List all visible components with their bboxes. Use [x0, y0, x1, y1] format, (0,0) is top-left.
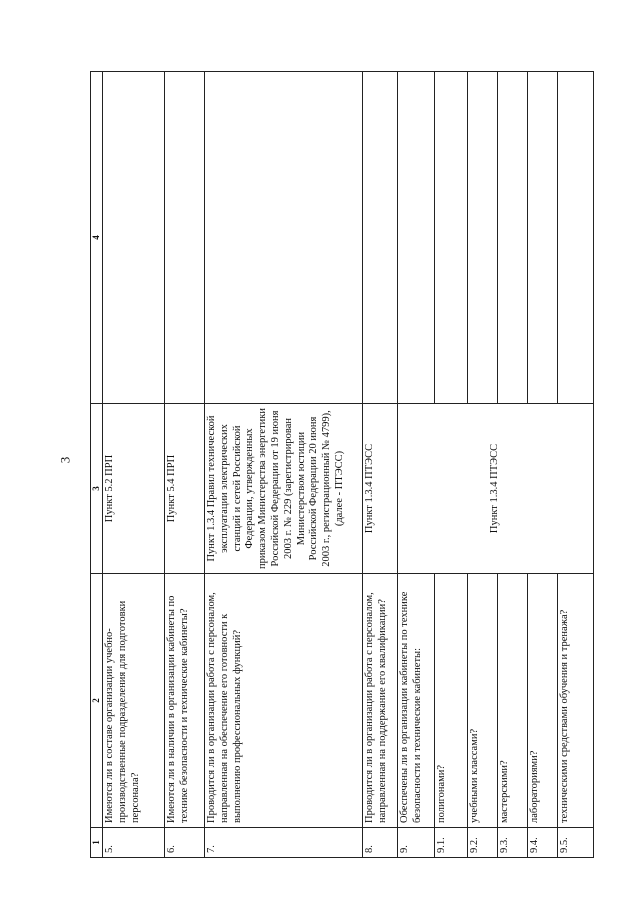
- row-question: Имеются ли в наличии в организации кабинеты по технике безопасности и технические кабинеты?: [164, 574, 204, 828]
- table-row: [102, 72, 164, 858]
- table-row: [204, 72, 362, 858]
- row-answer: [397, 72, 434, 404]
- header-cell: 4: [91, 72, 103, 404]
- row-question: полигонами?: [434, 574, 467, 828]
- row-number: 9.4.: [527, 828, 557, 858]
- row-question: Проводится ли в организации работа с персоналом, направленная на поддержание его квалификации?: [362, 574, 397, 828]
- row-answer: [204, 72, 362, 404]
- row-question: Проводится ли в организации работа с персоналом, направленная на обеспечение его готовности к выполнению профессиональных функций?: [204, 574, 362, 828]
- row-answer: [434, 72, 467, 404]
- row-answer: [467, 72, 497, 404]
- row-number: 5.: [102, 828, 164, 858]
- header-row: [91, 72, 103, 858]
- row-question: Обеспечены ли в организации кабинеты по технике безопасности и технические кабинеты:: [397, 574, 434, 828]
- row-number: 6.: [164, 828, 204, 858]
- table-row: [397, 72, 434, 858]
- row-question: техническими средствами обучения и тренажа?: [557, 574, 593, 828]
- checklist-table: [90, 71, 594, 858]
- row-number: 7.: [204, 828, 362, 858]
- row-reference: Пункт 5.2 ПРП: [102, 404, 164, 574]
- row-number: 8.: [362, 828, 397, 858]
- row-question: мастерскими?: [497, 574, 527, 828]
- row-answer: [527, 72, 557, 404]
- merged-reference: Пункт 1.3.4 ПТЭСС: [397, 404, 593, 574]
- row-reference: Пункт 1.3.4 Правил технической эксплуатации электрических станций и сетей Российской Федерации, утвержденных приказом Министерства энергетики Российской Федерации от 19 июня 2003 г. № 229 (зарегистрирован Министерством юстиции Российской Федерации 20 июня 2003 г., регистрационный № 4799), (далее - ПТЭСС): [204, 404, 362, 574]
- table-row: [164, 72, 204, 858]
- row-answer: [164, 72, 204, 404]
- header-cell: 3: [91, 404, 103, 574]
- page-number: 3: [57, 456, 73, 464]
- row-number: 9.5.: [557, 828, 593, 858]
- row-answer: [102, 72, 164, 404]
- row-answer: [557, 72, 593, 404]
- row-reference: Пункт 5.4 ПРП: [164, 404, 204, 574]
- row-question: Имеются ли в составе организации учебно-производственные подразделения для подготовки персонала?: [102, 574, 164, 828]
- row-reference: Пункт 1.3.4 ПТЭСС: [362, 404, 397, 574]
- row-question: лабораториями?: [527, 574, 557, 828]
- row-answer: [497, 72, 527, 404]
- row-number: 9.2.: [467, 828, 497, 858]
- row-number: 9.: [397, 828, 434, 858]
- row-answer: [362, 72, 397, 404]
- row-number: 9.3.: [497, 828, 527, 858]
- header-cell: 2: [91, 574, 103, 828]
- row-number: 9.1.: [434, 828, 467, 858]
- row-question: учебными классами?: [467, 574, 497, 828]
- rotated-table-container: [90, 72, 616, 858]
- header-cell: 1: [91, 828, 103, 858]
- table-row: [362, 72, 397, 858]
